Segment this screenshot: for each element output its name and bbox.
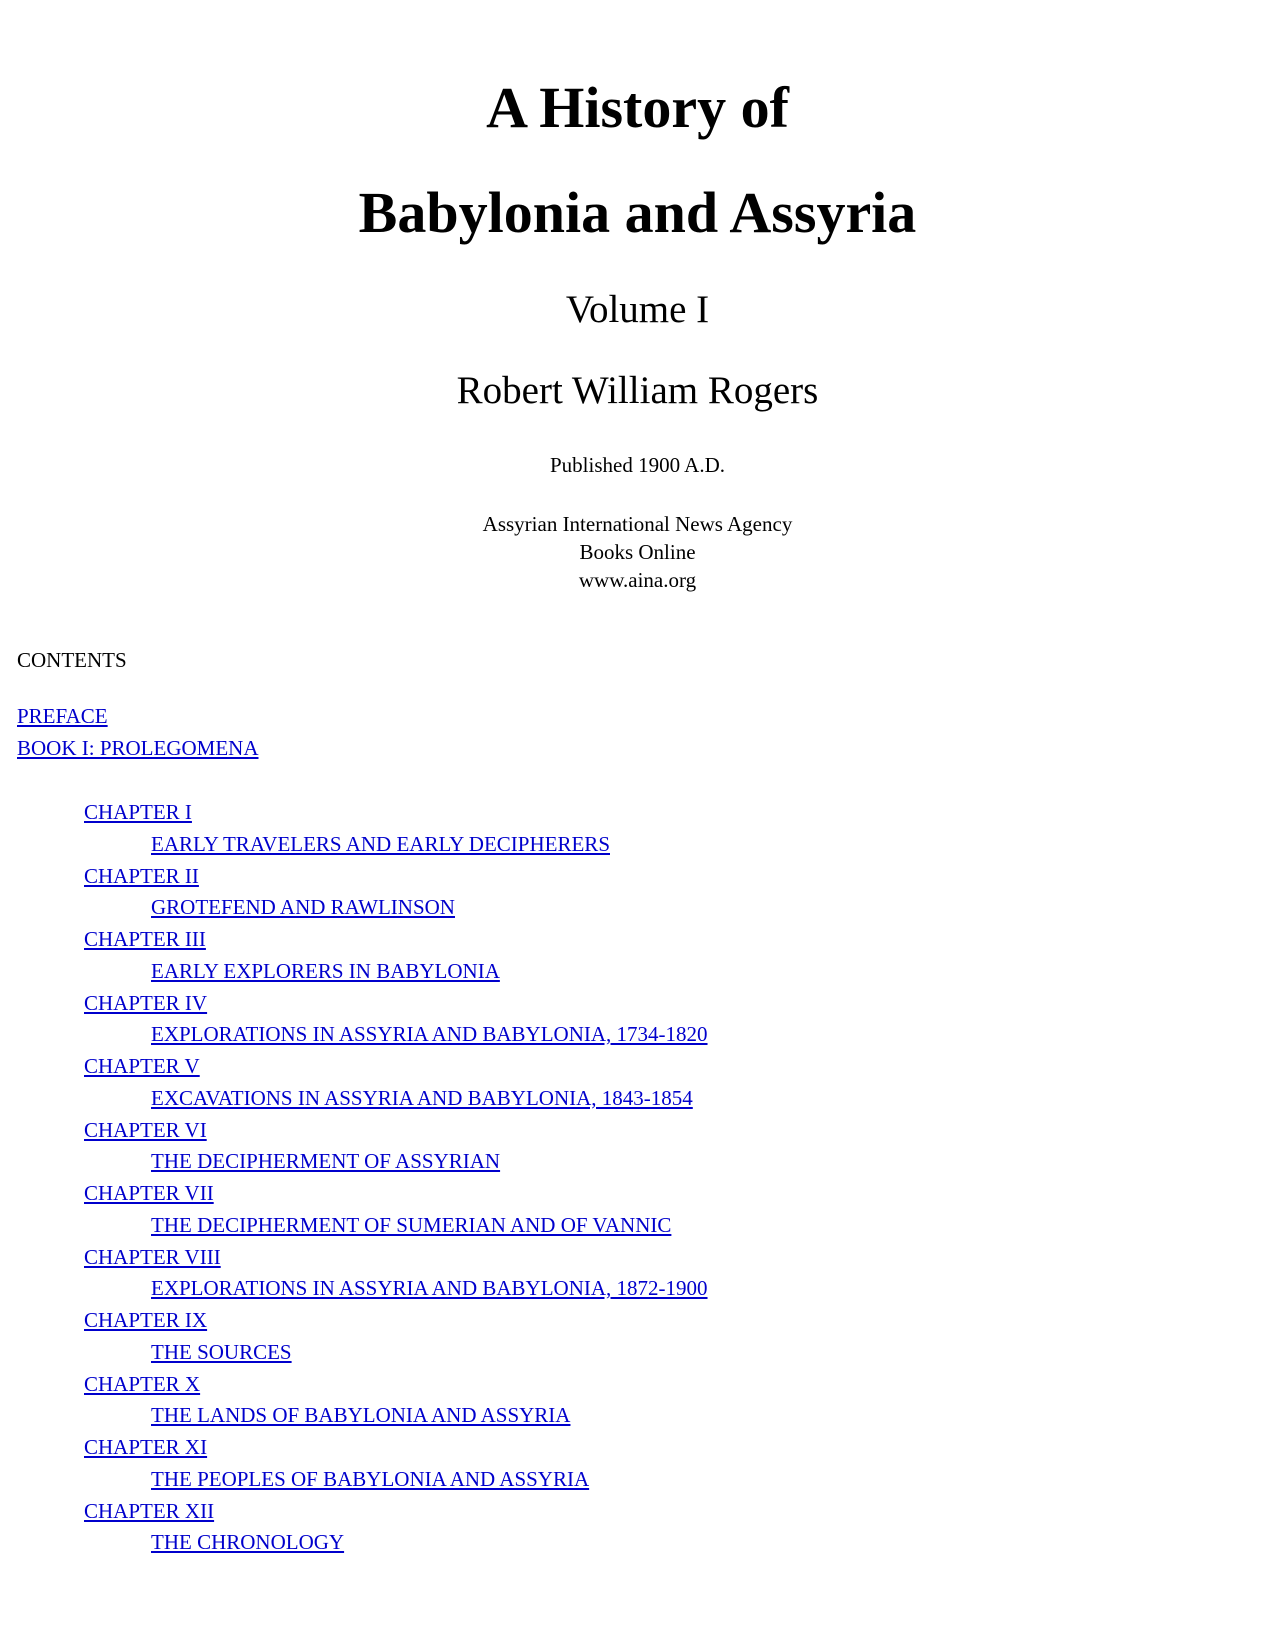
toc-link-chapter-label[interactable]: CHAPTER III (84, 927, 206, 951)
toc-link-book-1[interactable]: BOOK I: PROLEGOMENA (17, 736, 259, 760)
toc-link-chapter-title[interactable]: THE DECIPHERMENT OF ASSYRIAN (151, 1149, 501, 1174)
toc-link-preface[interactable]: PREFACE (17, 704, 108, 728)
toc-link-chapter-label[interactable]: CHAPTER V (84, 1054, 200, 1078)
book-title-line-2: Babylonia and Assyria (358, 180, 917, 245)
toc-link-chapter-title[interactable]: GROTEFEND AND RAWLINSON (151, 895, 455, 920)
toc-link-chapter-label[interactable]: CHAPTER XI (84, 1435, 208, 1459)
toc-link-chapter-label[interactable]: CHAPTER VIII (84, 1244, 221, 1269)
published-date: Published 1900 A.D. (549, 453, 725, 477)
book-title-line-1: A History of (486, 75, 789, 140)
publisher-collection: Books Online (579, 540, 696, 564)
publisher-name: Assyrian International News Agency (482, 512, 793, 536)
toc-link-chapter-title[interactable]: EXCAVATIONS IN ASSYRIA AND BABYLONIA, 1843-1854 (151, 1085, 693, 1110)
toc-link-chapter-title[interactable]: EXPLORATIONS IN ASSYRIA AND BABYLONIA, 1734-1820 (151, 1022, 708, 1047)
toc-link-chapter-label[interactable]: CHAPTER X (84, 1371, 201, 1396)
publisher-website: www.aina.org (578, 568, 697, 592)
volume-label: Volume I (565, 288, 710, 331)
toc-link-chapter-title[interactable]: EARLY EXPLORERS IN BABYLONIA (151, 958, 500, 983)
toc-link-chapter-title[interactable]: THE SOURCES (151, 1339, 292, 1364)
toc-link-chapter-label[interactable]: CHAPTER IX (84, 1308, 208, 1332)
toc-link-chapter-label[interactable]: CHAPTER IV (84, 990, 208, 1015)
toc-link-chapter-label[interactable]: CHAPTER VII (84, 1181, 214, 1205)
toc-link-chapter-title[interactable]: THE PEOPLES OF BABYLONIA AND ASSYRIA (151, 1466, 590, 1491)
toc-link-chapter-title[interactable]: THE DECIPHERMENT OF SUMERIAN AND OF VANNIC (151, 1212, 672, 1237)
toc-link-chapter-title[interactable]: THE CHRONOLOGY (151, 1530, 345, 1555)
toc-link-chapter-label[interactable]: CHAPTER VI (84, 1117, 207, 1142)
author-name: Robert William Rogers (456, 369, 819, 412)
toc-link-chapter-title[interactable]: THE LANDS OF BABYLONIA AND ASSYRIA (151, 1403, 571, 1428)
toc-link-chapter-label[interactable]: CHAPTER XII (84, 1498, 215, 1523)
contents-heading: CONTENTS (17, 648, 127, 672)
toc-link-chapter-title[interactable]: EARLY TRAVELERS AND EARLY DECIPHERERS (151, 831, 610, 856)
toc-link-chapter-label[interactable]: CHAPTER I (84, 800, 192, 824)
toc-link-chapter-label[interactable]: CHAPTER II (84, 863, 199, 888)
toc-link-chapter-title[interactable]: EXPLORATIONS IN ASSYRIA AND BABYLONIA, 1872-1900 (151, 1276, 708, 1301)
